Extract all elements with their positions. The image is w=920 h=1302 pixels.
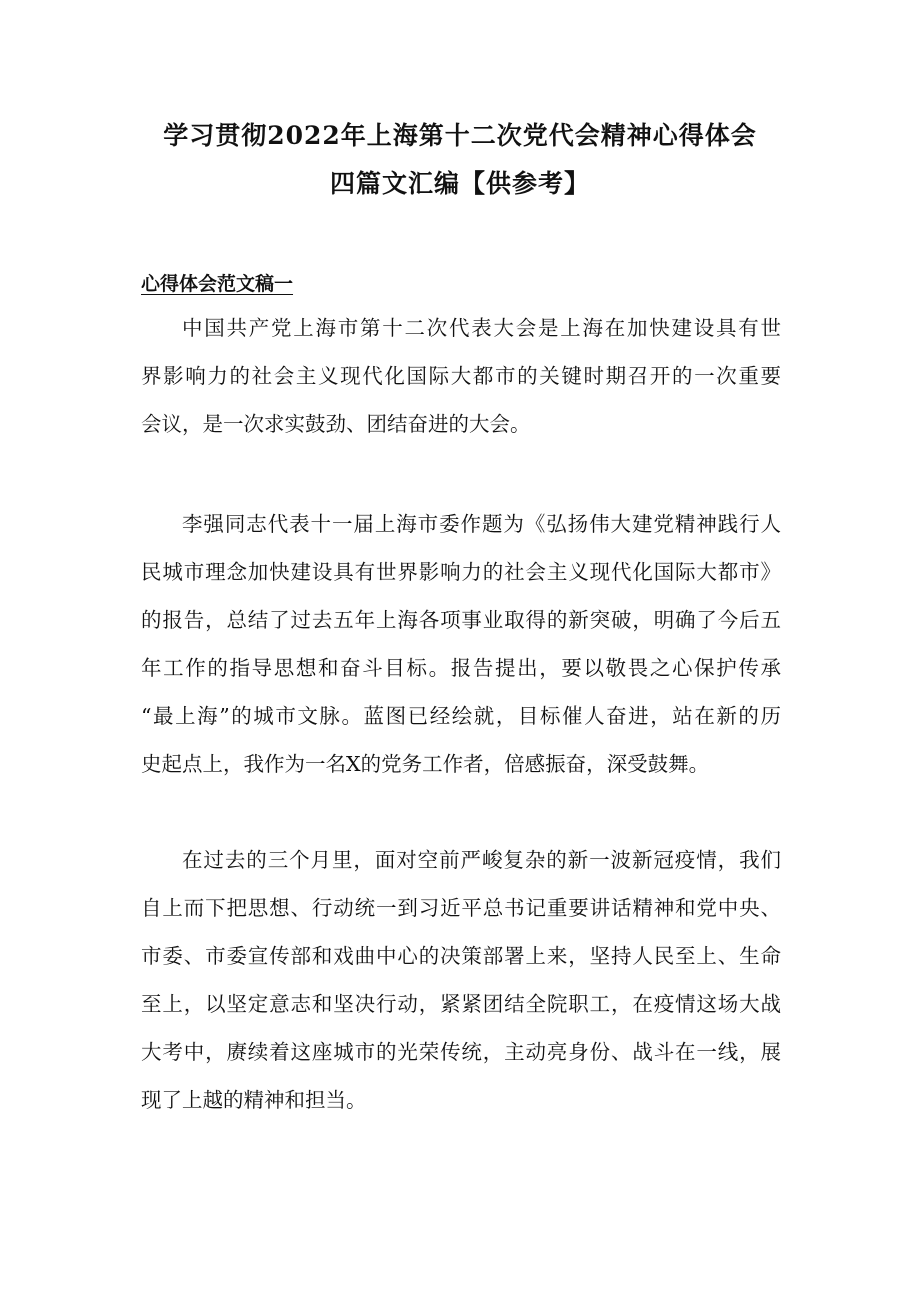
paragraph-line: 市委、市委宣传部和戏曲中心的决策部署上来，坚持人民至上、生命 [141,944,781,968]
paragraph-line: 至上，以坚定意志和坚决行动，紧紧团结全院职工，在疫情这场大战 [141,992,781,1016]
section-heading: 心得体会范文稿一 [141,273,294,295]
document-title [0,112,920,208]
paragraph-line: 界影响力的社会主义现代化国际大都市的关键时期召开的一次重要 [141,364,781,388]
paragraph-1 [141,304,781,448]
paragraph-line: “最上海”的城市文脉。蓝图已经绘就，目标催人奋进，站在新的历 [141,704,781,728]
paragraph-line: 大考中，赓续着这座城市的光荣传统，主动亮身份、战斗在一线，展 [141,1040,781,1064]
paragraph-line: 现了上越的精神和担当。 [141,1088,367,1112]
paragraph-line: 在过去的三个月里，面对空前严峻复杂的新一波新冠疫情，我们 [182,848,781,872]
paragraph-line: 李强同志代表十一届上海市委作题为《弘扬伟大建党精神践行人 [182,512,781,536]
paragraph-line: 会议，是一次求实鼓劲、团结奋进的大会。 [141,412,531,436]
title-line-1: 学习贯彻2022年上海第十二次党代会精神心得体会 [163,121,757,150]
paragraph-2 [141,500,781,788]
paragraph-line: 民城市理念加快建设具有世界影响力的社会主义现代化国际大都市》 [141,560,781,584]
paragraph-line: 的报告，总结了过去五年上海各项事业取得的新突破，明确了今后五 [141,608,781,632]
title-line-2: 四篇文汇编【供参考】 [329,169,590,198]
paragraph-line: 年工作的指导思想和奋斗目标。报告提出，要以敬畏之心保护传承 [141,656,781,680]
paragraph-line: 史起点上，我作为一名X的党务工作者，倍感振奋，深受鼓舞。 [141,752,710,776]
paragraph-line: 自上而下把思想、行动统一到习近平总书记重要讲话精神和党中央、 [141,896,781,920]
paragraph-3 [141,836,781,1124]
paragraph-line: 中国共产党上海市第十二次代表大会是上海在加快建设具有世 [182,316,781,340]
